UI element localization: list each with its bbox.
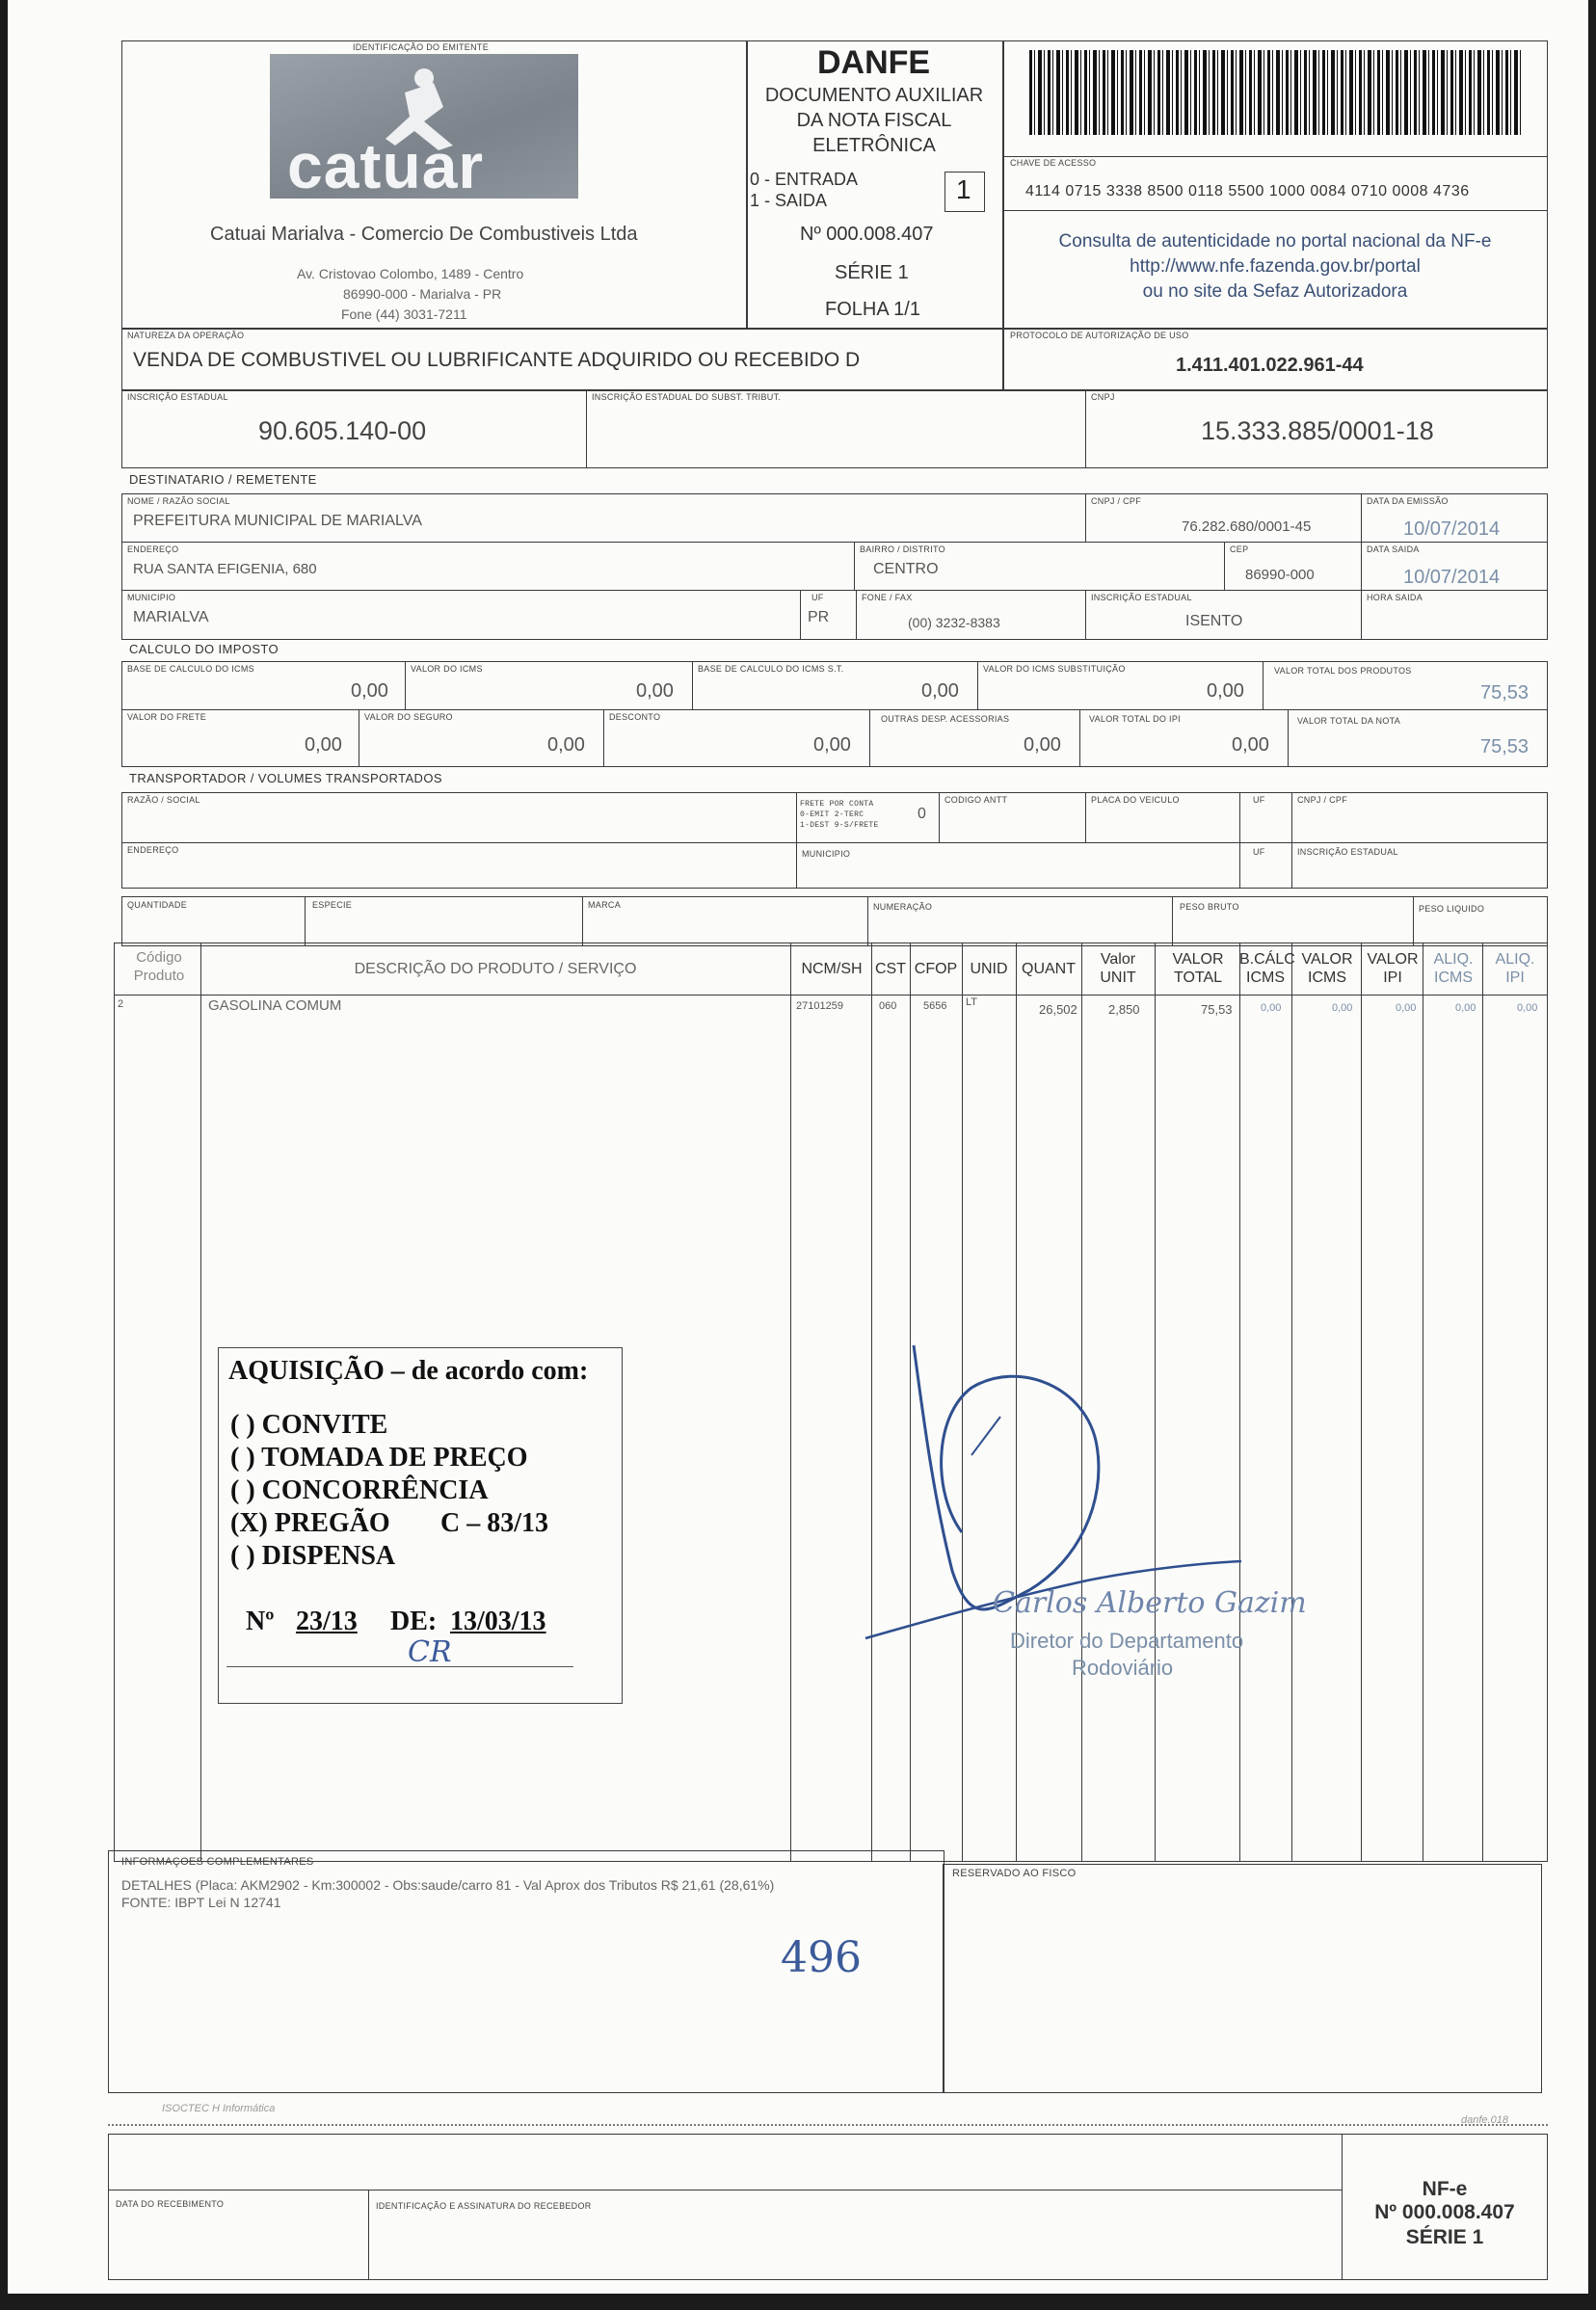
imp-r2-d4: [1079, 709, 1080, 767]
dest-div-e: [800, 590, 801, 640]
consulta-line-2: http://www.nfe.fazenda.gov.br/portal: [1130, 256, 1421, 277]
imposto-section: CALCULO DO IMPOSTO: [129, 642, 279, 656]
stamp-opt-pregao: (X) PREGÃO: [230, 1508, 390, 1538]
stamp-opt-pregao-ref: C – 83/13: [440, 1508, 548, 1538]
row-quant: 26,502: [1039, 1002, 1077, 1017]
imp-frete: 0,00: [305, 734, 342, 756]
imp-icms: 0,00: [636, 680, 674, 702]
imp-total-prod: 75,53: [1480, 682, 1530, 704]
transp-placa-caption: PLACA DO VEICULO: [1091, 795, 1180, 805]
dest-div-f: [856, 590, 857, 640]
stamp-initials: CR: [408, 1635, 452, 1669]
imp-bc-st-caption: BASE DE CALCULO DO ICMS S.T.: [698, 664, 844, 674]
dest-uf: PR: [808, 609, 830, 625]
pc-1: [200, 943, 201, 1862]
th-valor-icms: VALOR ICMS: [1301, 951, 1353, 986]
transp-d2: [939, 792, 940, 842]
row-codigo: 2: [118, 998, 124, 1010]
pc-11: [1361, 943, 1362, 1862]
danfe-title: DANFE: [817, 44, 931, 81]
transp-ie-caption: INSCRIÇÃO ESTADUAL: [1297, 847, 1398, 857]
danfe-page: [8, 0, 1588, 2294]
iest-caption: INSCRIÇÃO ESTADUAL DO SUBST. TRIBUT.: [592, 392, 782, 402]
transp-endereco-caption: ENDEREÇO: [127, 845, 179, 855]
dest-emissao-caption: DATA DA EMISSÃO: [1367, 496, 1449, 506]
imp-r2-d5: [1288, 709, 1289, 767]
emitente-name: Catuai Marialva - Comercio De Combustiveis Ltda: [210, 224, 638, 245]
dest-bairro-caption: BAIRRO / DISTRITO: [860, 544, 945, 554]
fisco-box: [943, 1864, 1542, 2093]
stamp-numero-label: Nº: [246, 1606, 275, 1636]
vol-peso-liquido-caption: PESO LIQUIDO: [1419, 904, 1485, 914]
recibo-mid: [108, 2190, 1342, 2191]
dest-hora-caption: HORA SAIDA: [1367, 593, 1423, 602]
danfe-serie: SÉRIE 1: [835, 262, 909, 283]
dest-nome-caption: NOME / RAZÃO SOCIAL: [127, 496, 230, 506]
th-aliq-ipi: ALIQ. IPI: [1495, 951, 1535, 986]
signature-role-2: Rodoviário: [1072, 1656, 1174, 1680]
catuar-logo: [270, 54, 578, 199]
transp-frete-2: 0-EMIT 2-TERC: [800, 810, 864, 819]
transp-d4: [1239, 792, 1240, 889]
imp-icms-st: 0,00: [1207, 680, 1244, 702]
destinatario-section: DESTINATARIO / REMETENTE: [129, 472, 317, 487]
vol-d4: [1172, 896, 1173, 946]
signature-role-1: Diretor do Departamento: [1010, 1629, 1244, 1653]
imp-desconto-caption: DESCONTO: [609, 712, 661, 722]
transp-cnpj-caption: CNPJ / CPF: [1297, 795, 1348, 805]
row-unid: LT: [966, 996, 978, 1008]
imp-total-prod-caption: VALOR TOTAL DOS PRODUTOS: [1274, 666, 1412, 676]
danfe-saida: 1 - SAIDA: [750, 191, 828, 210]
dest-municipio: MARIALVA: [133, 609, 209, 625]
transp-frete-1: FRETE POR CONTA: [800, 800, 874, 809]
dest-ie-caption: INSCRIÇÃO ESTADUAL: [1091, 593, 1192, 602]
imp-r1-d3: [977, 661, 978, 709]
imp-r1-d1: [405, 661, 406, 709]
dest-div-b: [1361, 493, 1362, 640]
vol-peso-bruto-caption: PESO BRUTO: [1180, 902, 1239, 912]
dest-fone: (00) 3232-8383: [908, 615, 1000, 630]
stamp-data: 13/03/13: [450, 1606, 546, 1636]
imp-ipi-caption: VALOR TOTAL DO IPI: [1089, 714, 1181, 724]
dest-cep-caption: CEP: [1230, 544, 1249, 554]
pc-13: [1482, 943, 1483, 1862]
chave-divider-1: [1002, 156, 1548, 157]
th-valor-unit: Valor UNIT: [1100, 951, 1136, 986]
consulta-line-1: Consulta de autenticidade no portal nacional da NF-e: [1058, 231, 1492, 252]
imp-bc-icms: 0,00: [351, 680, 388, 702]
imposto-mid: [121, 709, 1548, 710]
imp-seguro: 0,00: [547, 734, 585, 756]
imp-outras: 0,00: [1024, 734, 1061, 756]
transportador-section: TRANSPORTADOR / VOLUMES TRANSPORTADOS: [129, 771, 442, 785]
imp-r1-d4: [1263, 661, 1264, 709]
imp-r2-d3: [869, 709, 870, 767]
th-cfop: CFOP: [914, 961, 958, 977]
row-bc-icms: 0,00: [1261, 1002, 1282, 1014]
imp-desconto: 0,00: [813, 734, 851, 756]
vol-marca-caption: MARCA: [588, 900, 622, 910]
vol-d1: [305, 896, 306, 946]
stamp-data-label: DE:: [390, 1606, 438, 1636]
cut-line: [108, 2124, 1548, 2126]
imp-outras-caption: OUTRAS DESP. ACESSORIAS: [881, 714, 1010, 724]
imp-bc-icms-caption: BASE DE CALCULO DO ICMS: [127, 664, 254, 674]
transp-frete-value: 0: [918, 806, 926, 822]
dest-nome: PREFEITURA MUNICIPAL DE MARIALVA: [133, 513, 422, 529]
stamp-opt-dispensa: ( ) DISPENSA: [230, 1541, 396, 1571]
chave-divider-2: [1002, 210, 1548, 211]
transp-uf2-caption: UF: [1253, 847, 1265, 857]
imp-total-nota-caption: VALOR TOTAL DA NOTA: [1297, 716, 1401, 726]
row-valor-total: 75,53: [1201, 1002, 1233, 1017]
imp-r1-d2: [692, 661, 693, 709]
cnpj-emit-caption: CNPJ: [1091, 392, 1115, 402]
vol-d2: [582, 896, 583, 946]
dest-emissao: 10/07/2014: [1403, 518, 1501, 540]
stamp-opt-convite: ( ) CONVITE: [230, 1410, 388, 1440]
imp-ipi: 0,00: [1232, 734, 1269, 756]
transp-d1: [796, 792, 797, 889]
imp-icms-st-caption: VALOR DO ICMS SUBSTITUIÇÃO: [983, 664, 1126, 674]
natureza-value: VENDA DE COMBUSTIVEL OU LUBRIFICANTE ADQUIRIDO OU RECEBIDO D: [133, 349, 861, 371]
recibo-serie: SÉRIE 1: [1405, 2226, 1484, 2248]
danfe-subtitle-2: DA NOTA FISCAL: [796, 110, 952, 131]
imp-seguro-caption: VALOR DO SEGURO: [364, 712, 453, 722]
imp-frete-caption: VALOR DO FRETE: [127, 712, 207, 722]
transp-d3: [1085, 792, 1086, 842]
info-line-1: DETALHES (Placa: AKM2902 - Km:300002 - Obs:saude/carro 81 - Val Aprox dos Tributos R$ 21,61 (28,61%): [121, 1877, 775, 1893]
dest-div-g: [1085, 590, 1086, 640]
dest-div-d: [1224, 542, 1225, 590]
emitente-address-1: Av. Cristovao Colombo, 1489 - Centro: [297, 266, 524, 281]
recibo-numero: Nº 000.008.407: [1374, 2201, 1515, 2223]
vol-especie-caption: ESPECIE: [312, 900, 353, 910]
dest-div-c: [854, 542, 855, 590]
imp-total-nota: 75,53: [1480, 736, 1530, 757]
chave-caption: CHAVE DE ACESSO: [1010, 158, 1097, 168]
software-credit: ISOCTEC H Informática: [162, 2103, 276, 2114]
th-aliq-icms: ALIQ. ICMS: [1433, 951, 1474, 986]
transp-uf-caption: UF: [1253, 795, 1265, 805]
pc-10: [1291, 943, 1292, 1862]
transp-d5: [1291, 792, 1292, 889]
th-valor-ipi: VALOR IPI: [1367, 951, 1419, 986]
logo-wordmark: catuar: [287, 130, 485, 201]
inscr-div-1: [586, 389, 587, 468]
info-line-2: FONTE: IBPT Lei N 12741: [121, 1895, 281, 1910]
stamp-opt-concorrencia: ( ) CONCORRÊNCIA: [230, 1475, 489, 1505]
row-ncm: 27101259: [796, 1000, 843, 1012]
row-valor-ipi: 0,00: [1396, 1002, 1417, 1014]
row-valor-icms: 0,00: [1332, 1002, 1353, 1014]
protocolo-value: 1.411.401.022.961-44: [1176, 355, 1364, 376]
barcode: [1029, 50, 1521, 135]
transp-mid: [121, 842, 1548, 843]
imp-bc-st: 0,00: [921, 680, 959, 702]
row-aliq-ipi: 0,00: [1517, 1002, 1538, 1014]
signature-name: Carlos Alberto Gazim: [993, 1586, 1307, 1620]
dest-ie: ISENTO: [1185, 613, 1243, 629]
dest-saida-caption: DATA SAIDA: [1367, 544, 1420, 554]
row-descricao: GASOLINA COMUM: [208, 997, 342, 1014]
emitente-address-2: 86990-000 - Marialva - PR: [343, 286, 502, 302]
dest-endereco: RUA SANTA EFIGENIA, 680: [133, 561, 317, 577]
dest-cnpj: 76.282.680/0001-45: [1182, 518, 1312, 535]
dest-uf-caption: UF: [811, 593, 824, 602]
stamp-numero: 23/13: [296, 1606, 358, 1636]
transp-municipio-caption: MUNICIPIO: [802, 849, 851, 859]
produtos-header-line: [114, 995, 1548, 996]
protocolo-caption: PROTOCOLO DE AUTORIZAÇÃO DE USO: [1010, 331, 1189, 340]
recibo-assinatura-caption: IDENTIFICAÇÃO E ASSINATURA DO RECEBEDOR: [376, 2201, 592, 2211]
th-cst: CST: [875, 961, 906, 977]
th-valor-total: VALOR TOTAL: [1172, 951, 1224, 986]
vol-numeracao-caption: NUMERAÇÃO: [873, 902, 933, 912]
cnpj-emit-value: 15.333.885/0001-18: [1201, 416, 1434, 445]
dest-row-1: [121, 542, 1548, 543]
danfe-subtitle-3: ELETRÔNICA: [812, 135, 936, 156]
th-ncm: NCM/SH: [801, 961, 863, 977]
dest-cnpj-caption: CNPJ / CPF: [1091, 496, 1142, 506]
dest-municipio-caption: MUNICIPIO: [127, 593, 176, 602]
dest-cep: 86990-000: [1245, 567, 1315, 583]
transp-antt-caption: CODIGO ANTT: [944, 795, 1008, 805]
danfe-numero: Nº 000.008.407: [800, 224, 934, 245]
danfe-tipo: 1: [956, 174, 971, 204]
dest-endereco-caption: ENDEREÇO: [127, 544, 179, 554]
th-descricao: DESCRIÇÃO DO PRODUTO / SERVIÇO: [354, 961, 637, 977]
dest-div-a: [1085, 493, 1086, 542]
dest-saida: 10/07/2014: [1403, 567, 1501, 588]
ie-caption: INSCRIÇÃO ESTADUAL: [127, 392, 228, 402]
vol-quantidade-caption: QUANTIDADE: [127, 900, 188, 910]
consulta-line-3: ou no site da Sefaz Autorizadora: [1142, 281, 1408, 302]
transp-frete-3: 1-DEST 9-S/FRETE: [800, 821, 879, 830]
danfe-folha: FOLHA 1/1: [825, 299, 920, 320]
form-code: danfe.018: [1461, 2114, 1508, 2126]
recibo-data-caption: DATA DO RECEBIMENTO: [116, 2199, 225, 2209]
row-cst: 060: [879, 1000, 897, 1012]
aquisicao-stamp: [218, 1347, 623, 1704]
vol-d5: [1413, 896, 1414, 946]
dest-row-2: [121, 590, 1548, 591]
fisco-caption: RESERVADO AO FISCO: [952, 1868, 1077, 1879]
stamp-opt-tomada: ( ) TOMADA DE PREÇO: [230, 1443, 528, 1473]
dest-fone-caption: FONE / FAX: [862, 593, 913, 602]
row-cfop: 5656: [923, 1000, 947, 1012]
inscr-div-2: [1085, 389, 1086, 468]
dest-bairro: CENTRO: [873, 561, 939, 577]
imp-r2-d2: [603, 709, 604, 767]
transp-razao-caption: RAZÃO / SOCIAL: [127, 795, 200, 805]
emitente-caption: IDENTIFICAÇÃO DO EMITENTE: [353, 42, 490, 52]
danfe-entrada: 0 - ENTRADA: [750, 170, 859, 189]
pc-2: [790, 943, 791, 1862]
chave-value: 4114 0715 3338 8500 0118 5500 1000 0084 0710 0008 4736: [1025, 183, 1470, 199]
stamp-sign-line: [226, 1666, 573, 1667]
recibo-div-1: [368, 2190, 369, 2280]
info-caption: INFORMAÇOES COMPLEMENTARES: [121, 1856, 314, 1868]
danfe-subtitle-1: DOCUMENTO AUXILIAR: [764, 85, 984, 106]
emitente-phone: Fone (44) 3031-7211: [341, 306, 467, 322]
recibo-nfe: NF-e: [1422, 2178, 1468, 2200]
vol-d3: [867, 896, 868, 946]
recibo-box: [108, 2134, 1548, 2280]
row-valor-unit: 2,850: [1108, 1002, 1140, 1017]
th-bc-icms: B.CÁLC ICMS: [1239, 951, 1295, 986]
ie-value: 90.605.140-00: [258, 416, 427, 445]
th-codigo: Código Produto: [133, 949, 185, 984]
natureza-caption: NATUREZA DA OPERAÇÃO: [127, 331, 245, 340]
th-quant: QUANT: [1022, 961, 1076, 977]
stamp-title: AQUISIÇÃO – de acordo com:: [228, 1356, 589, 1386]
row-aliq-icms: 0,00: [1455, 1002, 1476, 1014]
imp-icms-caption: VALOR DO ICMS: [411, 664, 483, 674]
th-unid: UNID: [970, 961, 1008, 977]
info-handwritten-number: 496: [781, 1933, 862, 1982]
